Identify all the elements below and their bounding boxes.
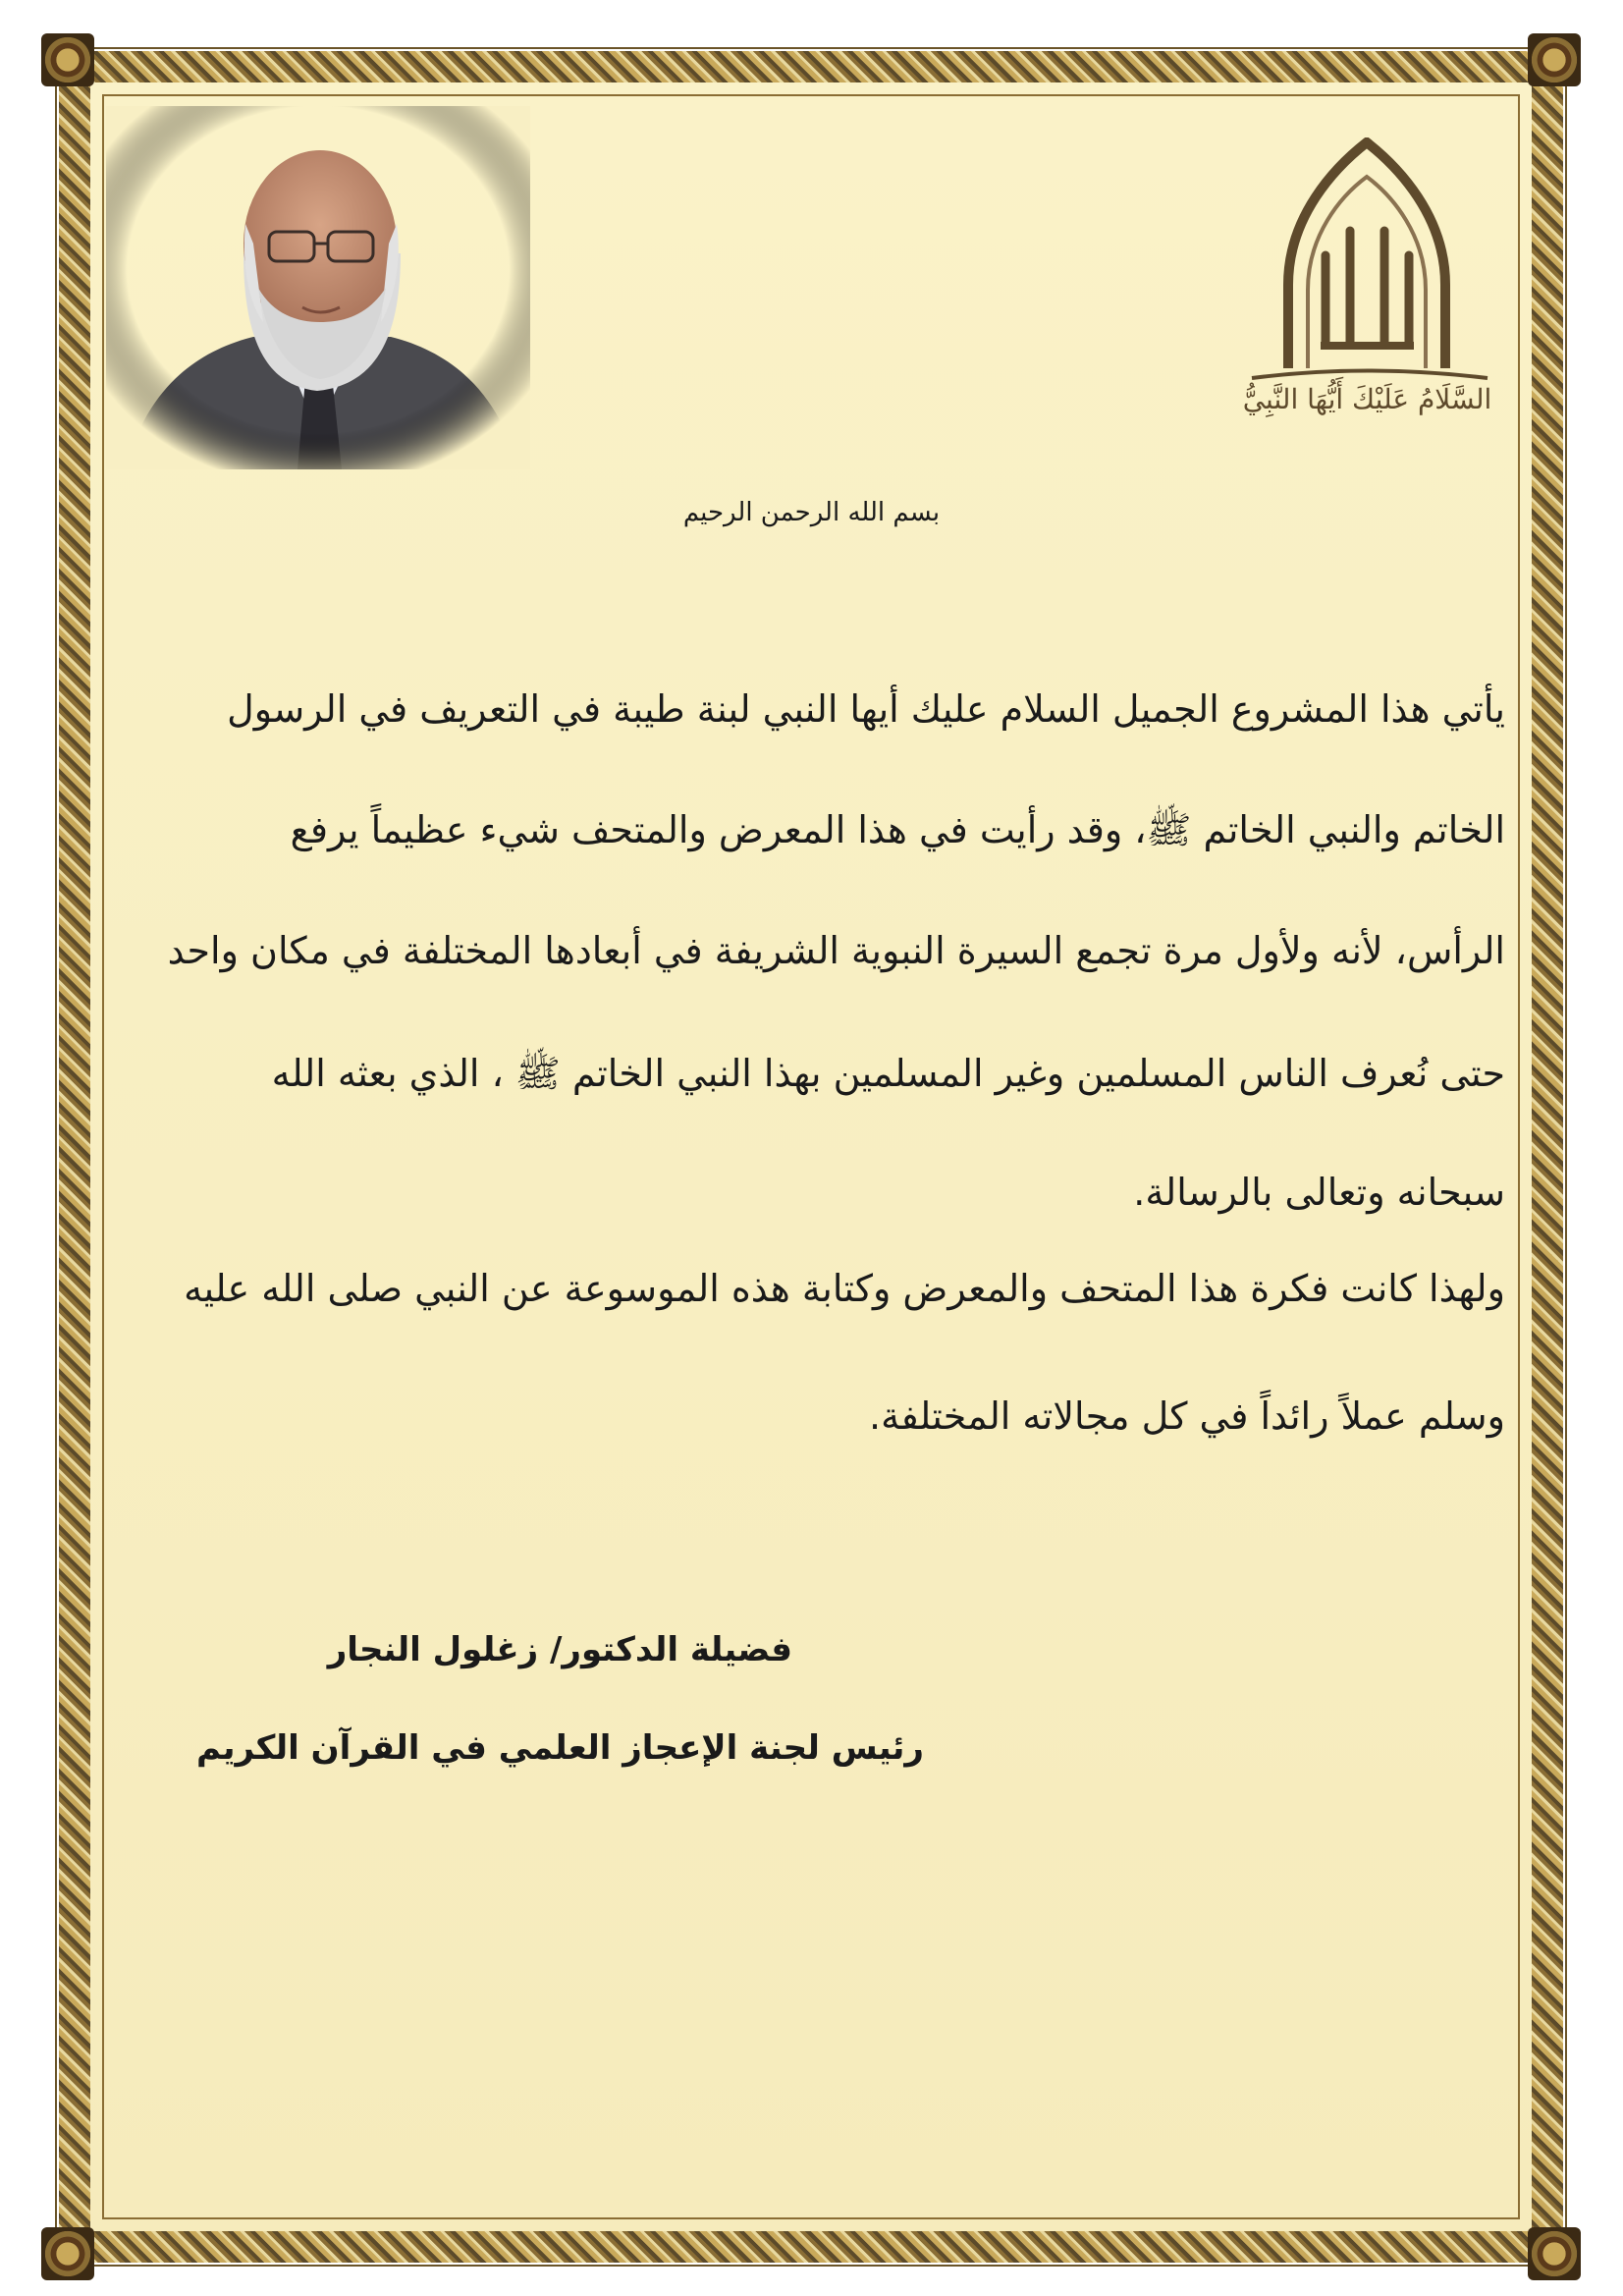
paragraph-line: ولهذا كانت فكرة هذا المتحف والمعرض وكتابة هذه الموسوعة عن النبي صلى الله عليه xyxy=(184,1267,1505,1310)
logo xyxy=(1227,137,1507,432)
corner-ornament-bottom-left xyxy=(41,2227,94,2280)
paragraph-line: يأتي هذا المشروع الجميل السلام عليك أيها النبي لبنة طيبة في التعريف في الرسول xyxy=(227,687,1505,731)
logo-caption: السَّلَامُ عَلَيْكَ أَيُّهَا النَّبِيُّ xyxy=(1242,383,1492,415)
paragraph-line: حتى نُعرف الناس المسلمين وغير المسلمين بهذا النبي الخاتم ﷺ ، الذي بعثه الله xyxy=(271,1052,1505,1095)
corner-ornament-bottom-right xyxy=(1528,2227,1581,2280)
paragraph-line: سبحانه وتعالى بالرسالة. xyxy=(1133,1171,1505,1214)
signature-name: فضيلة الدكتور/ زغلول النجار xyxy=(327,1630,792,1669)
corner-ornament-top-left xyxy=(41,33,94,86)
corner-ornament-top-right xyxy=(1528,33,1581,86)
paragraph-line: وسلم عملاً رائداً في كل مجالاته المختلفة. xyxy=(869,1394,1505,1438)
paragraph-line: الخاتم والنبي الخاتم ﷺ، وقد رأيت في هذا المعرض والمتحف شيء عظيماً يرفع xyxy=(290,808,1505,851)
signature-title: رئيس لجنة الإعجاز العلمي في القرآن الكريم xyxy=(196,1728,924,1768)
paragraph-line: الرأس، لأنه ولأول مرة تجمع السيرة النبوية الشريفة في أبعادها المختلفة في مكان واحد xyxy=(167,929,1505,972)
portrait-photo xyxy=(106,106,530,469)
basmala-heading: بسم الله الرحمن الرحيم xyxy=(682,498,941,527)
